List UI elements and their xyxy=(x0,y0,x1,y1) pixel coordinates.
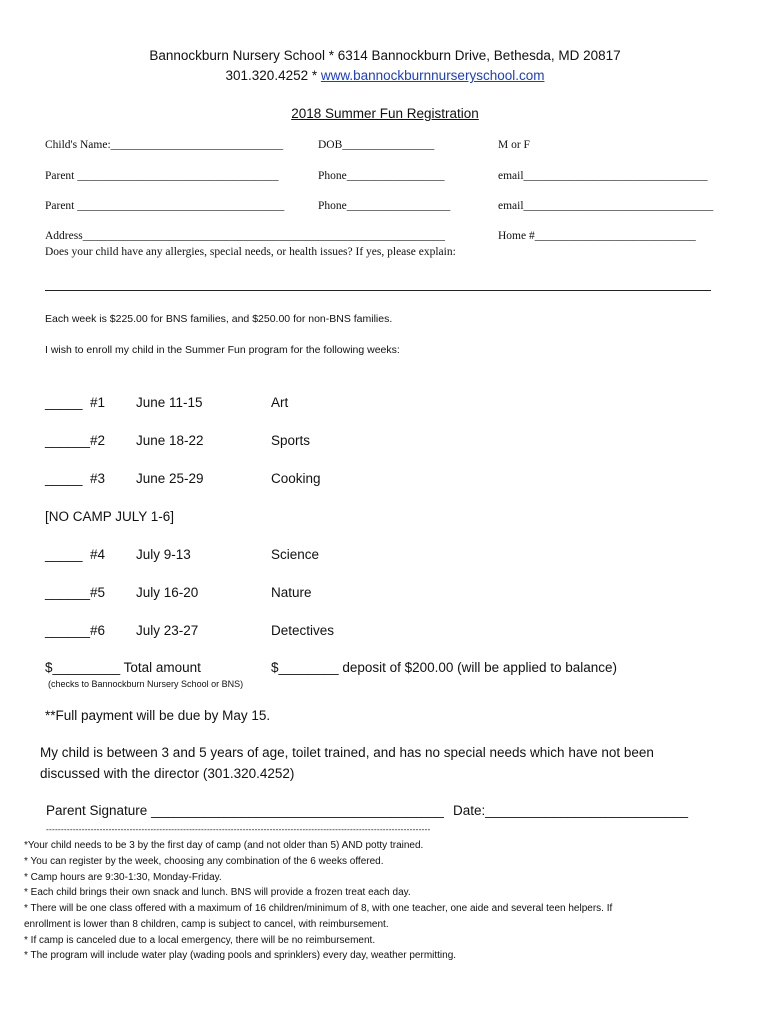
week-blank[interactable]: ______ xyxy=(45,585,91,600)
week-theme: Cooking xyxy=(271,471,321,486)
week-number: #2 xyxy=(90,433,106,448)
week-theme: Art xyxy=(271,395,289,410)
note-item: * There will be one class offered with a maximum of 16 children/minimum of 8, with one teacher, one aide and several teen helpers. If xyxy=(24,903,613,914)
week-dates: June 18-22 xyxy=(136,433,204,448)
week-blank[interactable]: _____ xyxy=(45,395,83,410)
week-number: #1 xyxy=(90,395,106,410)
note-item: * Each child brings their own snack and lunch. BNS will provide a frozen treat each day. xyxy=(24,887,411,898)
total-amount-field[interactable]: $_________ Total amount xyxy=(45,660,201,675)
week-number: #5 xyxy=(90,585,106,600)
sex-field[interactable]: M or F xyxy=(498,139,530,151)
note-item: enrollment is lower than 8 children, camp is subject to cancel, with reimbursement. xyxy=(24,919,389,930)
week-dates: July 16-20 xyxy=(136,585,199,600)
no-camp-notice: [NO CAMP JULY 1-6] xyxy=(45,509,175,524)
week-blank[interactable]: _____ xyxy=(45,471,83,486)
phone1-field[interactable]: Phone_________________ xyxy=(318,170,445,182)
week-theme: Science xyxy=(271,547,320,562)
home-phone-field[interactable]: Home #____________________________ xyxy=(498,230,696,242)
week-dates: June 25-29 xyxy=(136,471,204,486)
week-blank[interactable]: ______ xyxy=(45,623,91,638)
pricing-text: Each week is $225.00 for BNS families, and $250.00 for non-BNS families. xyxy=(45,313,393,325)
parent2-field[interactable]: Parent ____________________________________ xyxy=(45,200,285,212)
week-theme: Nature xyxy=(271,585,312,600)
note-item: * The program will include water play (wading pools and sprinklers) every day, weather permitting. xyxy=(24,950,457,961)
contact-line xyxy=(0,69,770,83)
note-item: * If camp is canceled due to a local emergency, there will be no reimbursement. xyxy=(24,935,376,946)
full-payment-note: **Full payment will be due by May 15. xyxy=(45,708,271,723)
week-dates: June 11-15 xyxy=(136,395,203,410)
note-item: * You can register by the week, choosing any combination of the 6 weeks offered. xyxy=(24,856,384,867)
page-title: 2018 Summer Fun Registration xyxy=(291,106,479,121)
allergies-question: Does your child have any allergies, special needs, or health issues? If yes, please explain: xyxy=(45,246,456,258)
school-phone: 301.320.4252 * xyxy=(225,68,321,83)
parent1-field[interactable]: Parent ___________________________________ xyxy=(45,170,279,182)
week-blank[interactable]: _____ xyxy=(45,547,83,562)
week-theme: Sports xyxy=(271,433,311,448)
deposit-field[interactable]: $________ deposit of $200.00 (will be applied to balance) xyxy=(271,660,618,675)
enroll-intro: I wish to enroll my child in the Summer Fun program for the following weeks: xyxy=(45,344,400,356)
school-address-line: Bannockburn Nursery School * 6314 Bannockburn Drive, Bethesda, MD 20817 xyxy=(149,48,621,63)
eligibility-statement-line2: discussed with the director (301.320.4252) xyxy=(40,766,295,781)
week-dates: July 9-13 xyxy=(136,547,191,562)
eligibility-statement-line1: My child is between 3 and 5 years of age, toilet trained, and has no special needs which have not been xyxy=(40,745,654,760)
week-theme: Detectives xyxy=(271,623,335,638)
week-blank[interactable]: ______ xyxy=(45,433,91,448)
week-dates: July 23-27 xyxy=(136,623,199,638)
week-number: #4 xyxy=(90,547,106,562)
signature-date-field[interactable]: Date:___________________________ xyxy=(453,803,688,818)
phone2-field[interactable]: Phone__________________ xyxy=(318,200,451,212)
address-field[interactable]: Address_______________________________________________________________ xyxy=(45,230,445,242)
parent-signature-field[interactable]: Parent Signature _______________________________________ xyxy=(46,803,444,818)
dashed-divider: --------------------------------------------------------------------------------------------------------------------------------- xyxy=(46,824,431,834)
week-number: #3 xyxy=(90,471,106,486)
dob-field[interactable]: DOB________________ xyxy=(318,139,435,151)
email2-field[interactable]: email_________________________________ xyxy=(498,200,714,212)
allergies-answer-line[interactable] xyxy=(45,290,711,291)
note-item: *Your child needs to be 3 by the first day of camp (and not older than 5) AND potty trained. xyxy=(24,840,424,851)
email1-field[interactable]: email________________________________ xyxy=(498,170,708,182)
child-name-field[interactable]: Child's Name:______________________________ xyxy=(45,139,284,151)
school-website-link[interactable]: www.bannockburnnurseryschool.com xyxy=(320,68,545,83)
week-number: #6 xyxy=(90,623,106,638)
note-item: * Camp hours are 9:30-1:30, Monday-Friday. xyxy=(24,872,222,883)
checks-note: (checks to Bannockburn Nursery School or BNS) xyxy=(48,679,244,689)
